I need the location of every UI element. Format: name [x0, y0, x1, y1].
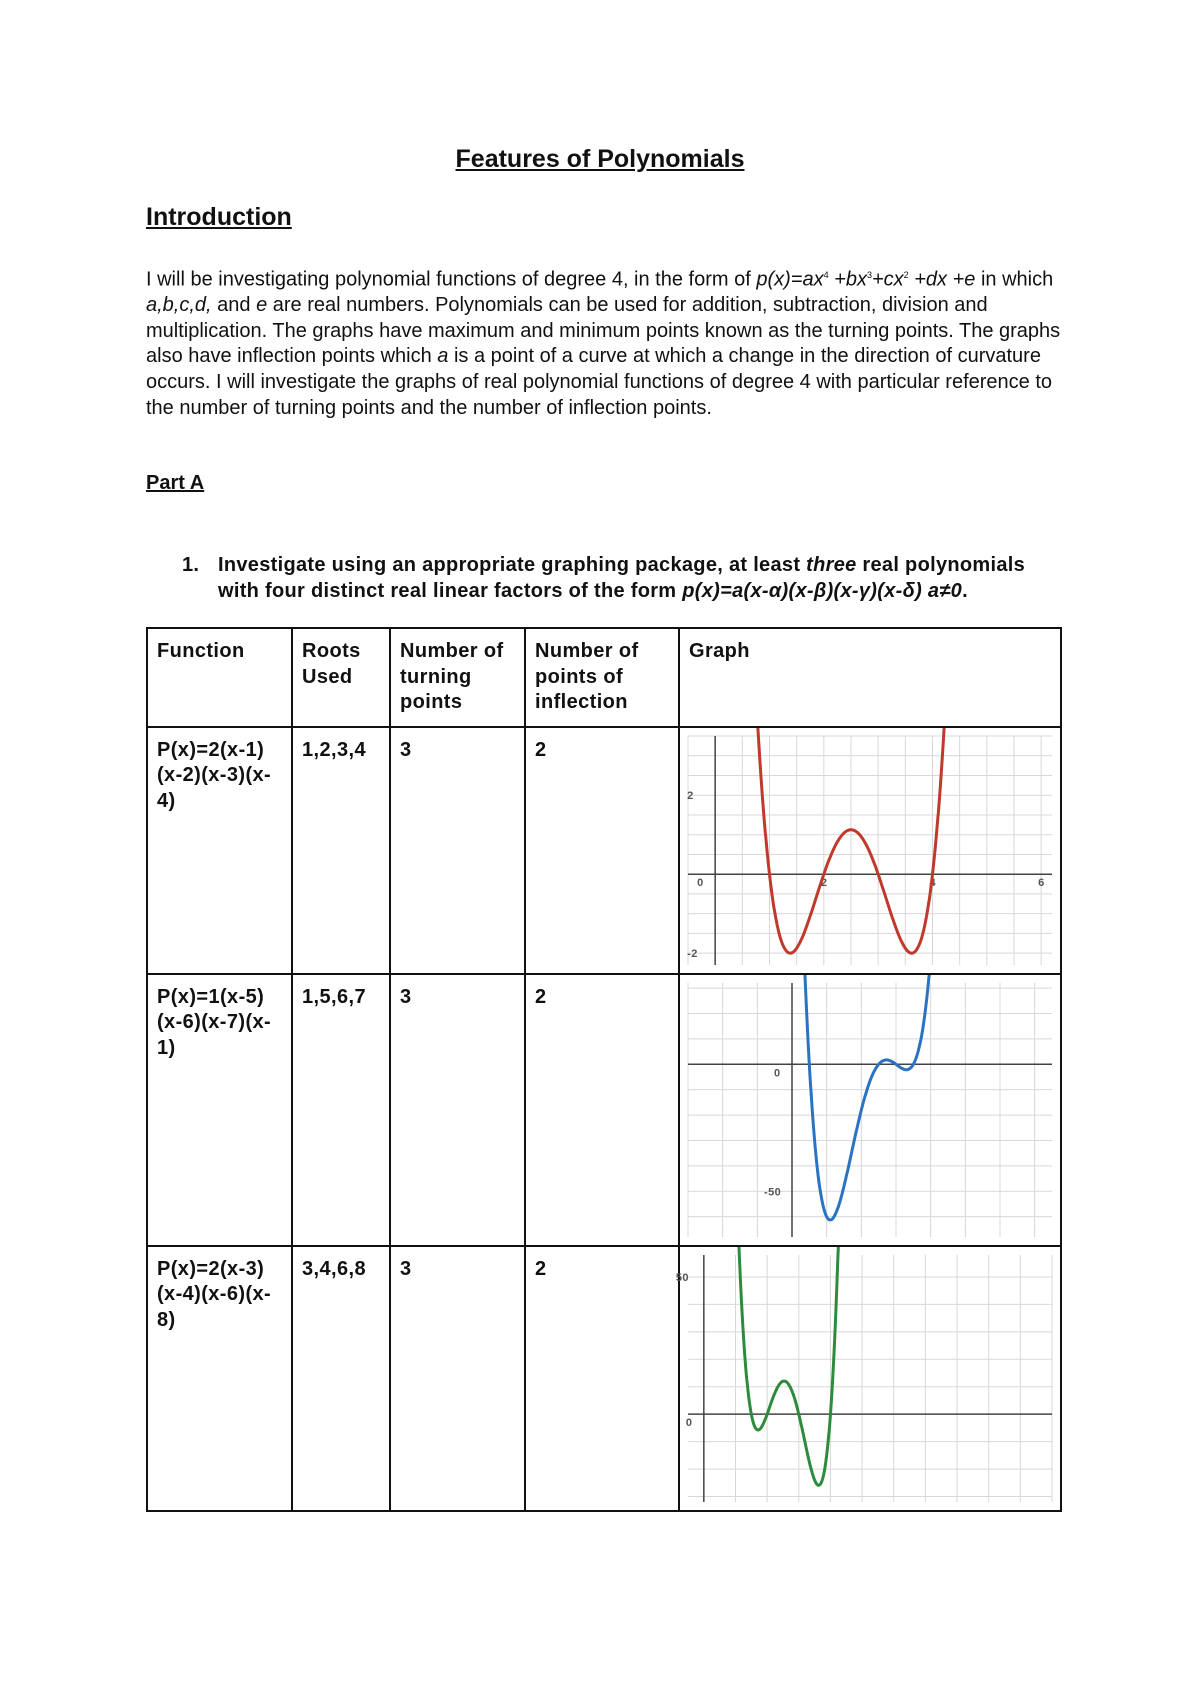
turning-cell: 3 — [390, 1246, 525, 1511]
x-tick-label: 6 — [1038, 876, 1045, 889]
header-inflection-points: Number of points of inflection — [525, 628, 679, 727]
question-number: 1. — [182, 554, 200, 576]
inflection-cell: 2 — [525, 727, 679, 974]
roots-cell: 1,5,6,7 — [292, 974, 390, 1246]
factor-form: p(x)=a(x-α)(x-β)(x-γ)(x-δ) a≠0 — [682, 579, 963, 602]
question-1: 1. Investigate using an appropriate graphing package, at least three real polynomials with four distinct real linear factors of the form p(x)=a(x-α)(x-β)(x-γ)(x-δ) a≠0. — [182, 554, 1026, 602]
x-tick-label: 0 — [685, 1416, 693, 1429]
y-tick-label: 50 — [675, 1271, 689, 1284]
graph-2 — [680, 975, 1060, 1245]
header-graph: Graph — [679, 628, 1061, 727]
introduction-heading: Introduction — [146, 203, 292, 231]
graph-3 — [675, 1247, 1060, 1510]
results-table — [146, 627, 1062, 1512]
function-cell: P(x)=2(x-1)(x-2)(x-3)(x-4) — [147, 727, 292, 974]
x-tick-label: 4 — [929, 876, 937, 889]
table-header-row — [147, 628, 1061, 727]
page-title: Features of Polynomials — [455, 145, 745, 173]
table-row — [147, 974, 1061, 1246]
part-a-heading: Part A — [146, 472, 205, 494]
table-row — [147, 727, 1061, 974]
turning-cell: 3 — [390, 727, 525, 974]
turning-cell: 3 — [390, 974, 525, 1246]
graph-cell — [675, 1246, 1061, 1511]
function-cell: P(x)=2(x-3)(x-4)(x-6)(x-8) — [147, 1246, 292, 1511]
roots-cell: 1,2,3,4 — [292, 727, 390, 974]
inflection-cell: 2 — [525, 1246, 679, 1511]
table-row — [147, 1246, 1061, 1511]
x-tick-label: 0 — [774, 1067, 781, 1080]
header-turning-points: Number of turning points — [390, 628, 525, 727]
x-tick-label: 2 — [820, 876, 828, 889]
header-function: Function — [147, 628, 292, 727]
roots-cell: 3,4,6,8 — [292, 1246, 390, 1511]
x-tick-label: 0 — [697, 876, 704, 889]
y-tick-label: -2 — [687, 947, 698, 960]
y-tick-label: 2 — [687, 790, 694, 803]
graph-cell — [679, 727, 1061, 974]
header-roots: Roots Used — [292, 628, 390, 727]
y-tick-label: -50 — [764, 1186, 782, 1199]
introduction-paragraph: I will be investigating polynomial functions of degree 4, in the form of $p(x)=ax^4 +bx^3+cx^2 +dx +e$ in which a,b,c,d, and e are real numbers. Polynomials can be used for addition, subtraction, division and multiplication. The graphs have maximum and minimum points known as the turning points. The graphs also have inflection points which a is a point of a curve at which a change in the direction of curvature occurs. I will investigate the graphs of real polynomial functions of degree 4 with particular reference to the number of turning points and the number of inflection points. — [146, 268, 1061, 419]
graph-1 — [680, 728, 1060, 973]
graph-cell — [679, 974, 1061, 1246]
function-cell: P(x)=1(x-5)(x-6)(x-7)(x-1) — [147, 974, 292, 1246]
inflection-cell: 2 — [525, 974, 679, 1246]
